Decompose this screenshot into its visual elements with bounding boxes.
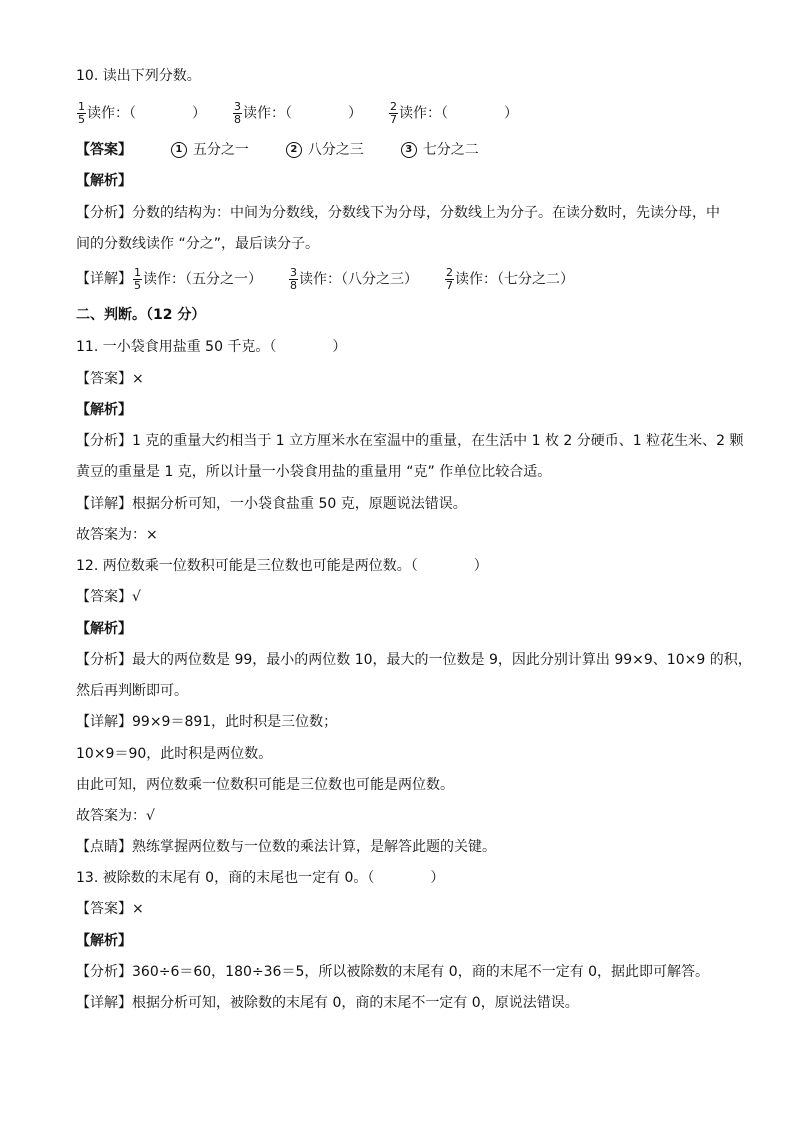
q13-analysis: 【分析】360÷6＝60，180÷36＝5，所以被除数的末尾有 0，商的末尾不一定有 0，据此即可解答。 xyxy=(76,964,710,980)
q12-detail-line-2: 10×9＝90，此时积是两位数。 xyxy=(76,746,273,762)
q12-detail-line-3: 由此可知，两位数乘一位数积可能是三位数也可能是两位数。 xyxy=(76,777,454,793)
q10-detail-2: $\frac{3}{8}$ 读作：（八分之三） xyxy=(290,265,418,292)
q10-analysis-line-2: 间的分数线读作 “分之”，最后读分子。 xyxy=(76,236,319,252)
q11-jiexi: 【解析】 xyxy=(76,402,132,418)
fraction: $\frac{3}{8}$ xyxy=(234,99,241,126)
q10-item-3 xyxy=(388,101,518,126)
read-as-blank: 读作：（ ） xyxy=(87,105,206,121)
answer-label: 【答案】 xyxy=(76,142,132,158)
circled-number-icon: 2 xyxy=(286,142,302,158)
q11-title: 11. 一小袋食用盐重 50 千克。（ ） xyxy=(76,339,347,355)
q12-analysis-line-2: 然后再判断即可。 xyxy=(76,683,188,699)
fraction: $\frac{3}{8}$ xyxy=(290,265,297,292)
answer-item: 七分之二 xyxy=(422,142,479,158)
q13-answer: 【答案】× xyxy=(76,901,144,917)
read-as-blank: 读作：（ ） xyxy=(243,105,362,121)
q12-answer: 【答案】√ xyxy=(76,589,141,605)
fraction: $\frac{2}{7}$ xyxy=(390,99,397,126)
circled-number-icon: 1 xyxy=(171,142,187,158)
q10-jiexi: 【解析】 xyxy=(76,173,132,189)
q13-jiexi: 【解析】 xyxy=(76,933,132,949)
q11-answer: 【答案】× xyxy=(76,371,144,387)
q10-answer xyxy=(76,140,479,160)
q10-title: 10. 读出下列分数。 xyxy=(76,68,201,84)
read-as-blank: 读作：（ ） xyxy=(399,105,518,121)
answer-item: 八分之三 xyxy=(307,142,364,158)
q13-title: 13. 被除数的末尾有 0，商的末尾也一定有 0。（ ） xyxy=(76,870,445,886)
q10-item-2 xyxy=(232,101,362,126)
q12-detail-line-1: 【详解】99×9＝891，此时积是三位数； xyxy=(76,714,338,730)
q12-title: 12. 两位数乘一位数积可能是三位数也可能是两位数。（ ） xyxy=(76,558,488,574)
answer-item: 五分之一 xyxy=(192,142,249,158)
circled-number-icon: 3 xyxy=(401,142,417,158)
fraction: $\frac{1}{5}$ xyxy=(78,99,85,126)
section-title: 二、判断。（12 分） xyxy=(76,307,206,323)
q11-analysis-line-2: 黄豆的重量是 1 克，所以计量一小袋食用盐的重量用 “克” 作单位比较合适。 xyxy=(76,464,552,480)
q12-analysis-line-1: 【分析】最大的两位数是 99，最小的两位数 10，最大的一位数是 9，因此分别计算出 99×9、10×9 的积， xyxy=(76,652,752,668)
q10-item-1 xyxy=(76,101,206,126)
fraction: $\frac{1}{5}$ xyxy=(134,265,141,292)
q12-jiexi: 【解析】 xyxy=(76,621,132,637)
q10-detail-1: $\frac{1}{5}$ 读作：（五分之一） xyxy=(134,265,262,292)
q10-detail-row xyxy=(76,262,574,296)
q12-dianjing: 【点睛】熟练掌握两位数与一位数的乘法计算，是解答此题的关键。 xyxy=(76,839,496,855)
q13-detail: 【详解】根据分析可知，被除数的末尾有 0，商的末尾不一定有 0，原说法错误。 xyxy=(76,995,579,1011)
q11-detail: 【详解】根据分析可知，一小袋食盐重 50 克，原题说法错误。 xyxy=(76,496,467,512)
detail-label: 【详解】 xyxy=(76,271,132,287)
q10-analysis-line-1: 【分析】分数的结构为：中间为分数线，分数线下为分母，分数线上为分子。在读分数时，先读分母，中 xyxy=(76,205,720,221)
q11-conclusion: 故答案为：× xyxy=(76,527,158,543)
fraction: $\frac{2}{7}$ xyxy=(446,265,453,292)
q10-fraction-row xyxy=(76,96,518,130)
q12-conclusion: 故答案为：√ xyxy=(76,808,155,824)
q11-analysis-line-1: 【分析】1 克的重量大约相当于 1 立方厘米水在室温中的重量，在生活中 1 枚 2 分硬币、1 粒花生米、2 颗 xyxy=(76,433,744,449)
q10-detail-3: $\frac{2}{7}$ 读作：（七分之二） xyxy=(446,265,574,292)
